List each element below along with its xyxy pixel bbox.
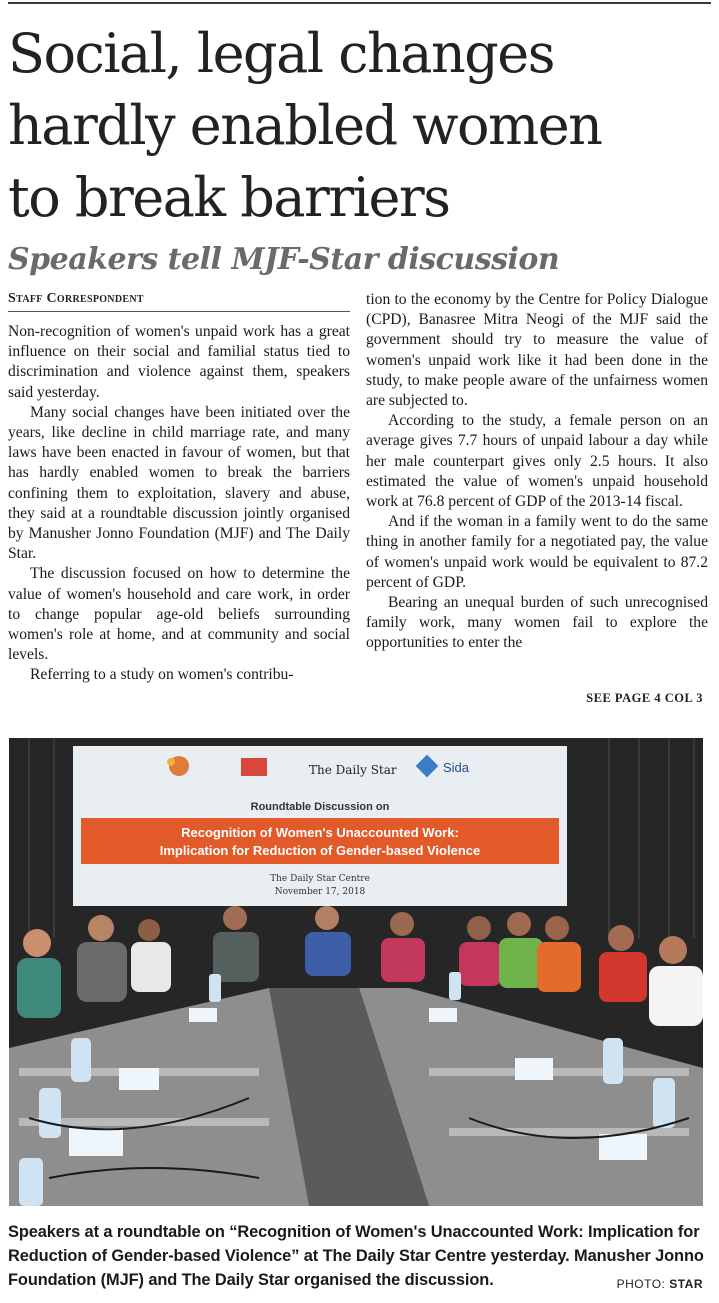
headline-line: Social, legal changes	[8, 22, 554, 85]
cpd-logo-icon	[241, 758, 267, 776]
paragraph: tion to the economy by the Centre for Policy Dialogue (CPD), Banasree Mitra Neogi of the MJF said the government should try to measure the value of women's unpaid work like it had been done in the study, to make people aware of the unfairness women are subjected to.	[366, 291, 708, 410]
banner-title-line: Recognition of Women's Unaccounted Work:	[181, 825, 459, 840]
roundtable-photo-illustration	[9, 738, 703, 1206]
banner-venue: The Daily Star Centre	[270, 874, 370, 884]
news-photo	[9, 738, 703, 1206]
banner-title-line: Implication for Reduction of Gender-based Violence	[159, 843, 481, 858]
banner-logo-daily-star: The Daily Star	[309, 763, 397, 777]
paragraph: Many social changes have been initiated over the years, like decline in child marriage rate, and many laws have been enacted in favour of women, but that has hardly enabled women to break the barriers confining them to exploitation, slavery and abuse, they said at a roundtable discussion jointly organised by Manusher Jonno Foundation (MJF) and The Daily Star.	[8, 403, 350, 563]
paragraph: The discussion focused on how to determine the value of women's household and care work, in order to change popular age-old beliefs surrounding women's role at home, and at community and social levels.	[8, 565, 350, 664]
headline-line: to break barriers	[8, 166, 450, 229]
jump-line[interactable]: SEE PAGE 4 COL 3	[586, 691, 703, 705]
photo-credit-name: STAR	[669, 1277, 703, 1291]
photo-credit	[617, 1277, 703, 1291]
banner-event: Roundtable Discussion on	[250, 801, 390, 813]
article-column-right	[366, 290, 708, 654]
paragraph: Referring to a study on women's contribu-	[30, 666, 294, 684]
paragraph: According to the study, a female person on an average gives 7.7 hours of unpaid labour a day while her male counterpart gives only 2.5 hours. It also estimated the value of women's unpaid household work at 76.8 percent of GDP of the 2013-14 fiscal.	[366, 412, 708, 511]
headline	[8, 18, 714, 234]
top-rule	[8, 2, 711, 4]
photo-caption: Speakers at a roundtable on “Recognition of Women's Unaccounted Work: Implication for Reduction of Gender-based Violence” at The Daily Star Centre yesterday. Manusher Jonno Foundation (MJF) and The Daily Star organised the discussion.	[8, 1223, 704, 1289]
photo-credit-label: PHOTO:	[616, 1277, 666, 1291]
paragraph: Non-recognition of women's unpaid work has a great influence on their social and familial status tied to discrimination and violence against them, speakers said yesterday.	[8, 323, 350, 401]
headline-line: hardly enabled women	[8, 94, 602, 157]
banner-logo-sida: Sida	[443, 760, 470, 775]
subheadline: Speakers tell MJF-Star discussion	[8, 242, 560, 277]
banner-date: November 17, 2018	[274, 887, 366, 897]
paragraph: Bearing an unequal burden of such unrecognised family work, many women fail to explore the opportunities to enter the	[366, 594, 708, 652]
paragraph: And if the woman in a family went to do the same thing in another family for a negotiated pay, the value of women's unpaid work would be equivalent to 87.2 percent of GDP.	[366, 513, 708, 591]
byline: Staff Correspondent	[8, 291, 350, 312]
article-column-left	[8, 322, 350, 686]
